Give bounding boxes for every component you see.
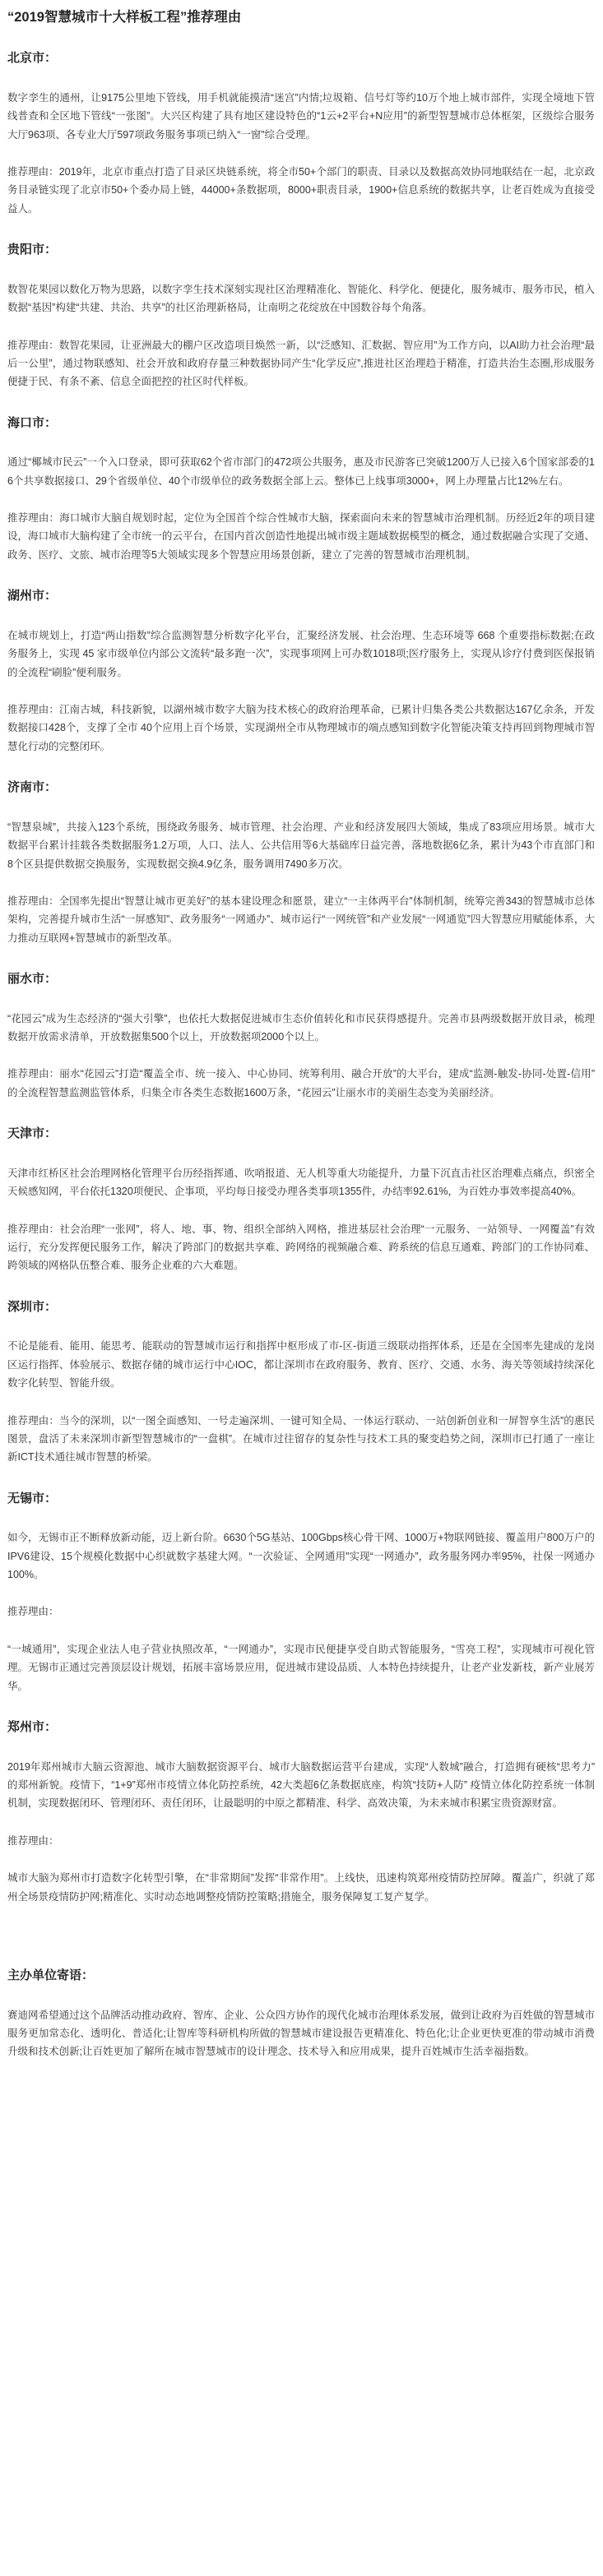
city-section xyxy=(7,1906,595,2061)
section-heading: 深圳市： xyxy=(7,1299,58,1314)
paragraph: 推荐理由：海口城市大脑自规划时起，定位为全国首个综合性城市大脑，探索面向未来的智慧城市治理机制。历经近2年的项目建设，海口城市大脑构建了全市统一的云平台，在国内首次创造性地提出城市级主题域数据模型的概念，通过数据融合实现了交通、政务、医疗、文旅、城市治理等5大领域实现多个智慧应用场景创新，建立了完善的智慧城市治理机制。 xyxy=(7,512,595,561)
paragraph: 天津市红桥区社会治理网格化管理平台历经指挥通、吹哨报道、无人机等重大功能提升，力量下沉直击社区治理难点痛点，织密全天候感知网，平台依托1320项便民、企事项，平均每日接受办理各类事项1355件，办结率92.61%，为百姓办事效率提高40%。 xyxy=(7,1167,595,1198)
paragraph: “智慧泉城”，共接入123个系统，围绕政务服务、城市管理、社会治理、产业和经济发展四大领域，集成了83项应用场景。城市大数据平台累计挂载各类数据服务1.2万项，人口、法人、公共信用等6大基础库日益完善，落地数据6亿条，累计为43个市直部门和8个区县提供数据交换服务，实现数据交换4.9亿条，服务调用7490多万次。 xyxy=(7,821,595,870)
paragraph: 推荐理由：丽水“花园云”打造“覆盖全市、统一接入、中心协同、统筹利用、融合开放”的大平台，建成“监测-触发-协同-处置-信用”的全流程智慧监测监管体系，归集全市各类生态数据1600万条，“花园云”让丽水市的美丽生态变为美丽经济。 xyxy=(7,1068,595,1098)
section-heading: 贵阳市： xyxy=(7,243,58,257)
city-section xyxy=(7,756,595,947)
paragraph: “一城通用”，实现企业法人电子营业执照改革，“一网通办”，实现市民便捷享受自助式智能服务，“雪亮工程”，实现城市可视化管理。无锡市正通过完善顶层设计规划，拓展丰富场景应用，促进城市建设品质、人本特色持续提升，让老产业发新枝，新产业展芳华。 xyxy=(7,1643,595,1692)
paragraph: 推荐理由：江南古城，科技新貌，以湖州城市数字大脑为技术核心的政府治理革命，已累计归集各类公共数据达167亿余条，开发数据接口428个，支撑了全市 40个应用上百个场景，实现湖州全市从物理城市的端点感知到数字化智能决策支持再回到物理城市智慧化行动的完整闭环。 xyxy=(7,703,595,752)
city-section xyxy=(7,1275,595,1467)
paragraph: 推荐理由：当今的深圳，以“一图全面感知、一号走遍深圳、一键可知全局、一体运行联动、一站创新创业和一屏智享生活”的惠民图景，盘活了未来深圳市新型智慧城市的“一盘棋”。在城市过往留存的复杂性与技术工具的聚变趋势之间，深圳市已打通了一座让新ICT技术通往城市智慧的桥梁。 xyxy=(7,1414,595,1464)
section-heading: 海口市： xyxy=(7,415,58,430)
section-heading: 湖州市： xyxy=(7,589,58,604)
section-heading: 丽水市： xyxy=(7,972,58,987)
section-heading: 北京市： xyxy=(7,51,58,66)
paragraph: 数智花果园以数化万物为思路，以数字孪生技术深刻实现社区治理精准化、智能化、科学化、便捷化，服务城市、服务市民，植入数据“基因”构建“共建、共治、共享”的社区治理新格局，让南明之花绽放在中国数谷每个角落。 xyxy=(7,283,595,314)
paragraph: 赛迪网希望通过这个品牌活动推动政府、智库、企业、公众四方协作的现代化城市治理体系发展，做到让政府为百姓做的智慧城市服务更加常态化、透明化、普适化;让智库等科研机构所做的智慧城市建设报告更精准化、特色化;让企业更快更准的带动城市消费升级和技术创新;让百姓更加了解所在城市智慧城市的设计理念、技术导入和应用成果，提升百姓城市生活幸福指数。 xyxy=(7,2009,595,2058)
paragraph: 推荐理由： xyxy=(7,1606,59,1618)
page-title: “2019智慧城市十大样板工程”推荐理由 xyxy=(7,10,242,25)
city-section xyxy=(7,218,595,391)
document-body xyxy=(7,26,595,2060)
paragraph: 2019年郑州城市大脑云资源池、城市大脑数据资源平台、城市大脑数据运营平台建成，实现“人数城”融合，打造拥有硬核“思考力”的郑州新貌。疫情下，“1+9”郑州市疫情立体化防控系统，42大类超6亿条数据底座，构筑“技防+人防” 疫情立体化防控系统一体制机制，实现数据闭环、管理闭环、责任闭环，让最聪明的中原之都精准、科学、高效决策，为未来城市积累宝贵资源财富。 xyxy=(7,1760,595,1810)
paragraph: 城市大脑为郑州市打造数字化转型引擎，在“非常期间”发挥“非常作用”。上线快，迅速构筑郑州疫情防控屏障。覆盖广，织就了郑州全场景疫情防护网;精准化、实时动态地调整疫情防控策略;措施全，服务保障复工复产复学。 xyxy=(7,1872,595,1903)
paragraph: 如今，无锡市正不断释放新动能，迈上新台阶。6630个5G基站、100Gbps核心骨干网、1000万+物联网链接、覆盖用户800万户的IPV6建设、15个规模化数据中心织就数字基建大网。“一次验证、全网通用”实现“一网通办”，政务服务网办率95%，社保一网通办100%。 xyxy=(7,1532,595,1581)
paragraph: 不论是能看、能用、能思考、能联动的智慧城市运行和指挥中枢形成了市-区-街道三级联动指挥体系，还是在全国率先建成的龙岗区运行指挥、体验展示、数据存储的城市运行中心IOC，都让深圳市在政府服务、教育、医疗、交通、水务、海关等领域持续深化数字化转型、智能升级。 xyxy=(7,1340,595,1390)
section-heading: 郑州市： xyxy=(7,1720,58,1735)
city-section xyxy=(7,1102,595,1275)
section-heading: 无锡市： xyxy=(7,1491,58,1505)
paragraph: 推荐理由：社会治理“一张网”，将人、地、事、物、组织全部纳入网格，推进基层社会治理“一元服务、一站领导、一网覆盖”有效运行，充分发挥便民服务工作，解决了跨部门的数据共享难、跨网络的视频融合难、跨系统的信息互通难、跨部门的工作协同难、跨领域的网格队伍整合难、服务企业难的六大难题。 xyxy=(7,1223,595,1272)
paragraph: 推荐理由：数智花果园，让亚洲最大的棚户区改造项目焕然一新，以“泛感知、汇数据、智应用”为工作方向，以AI助力社会治理“最后一公里”，通过物联感知、社会开放和政府存量三种数据协同产生“化学反应”,推进社区治理趋于精准，打造共治生态圈,形成服务便捷于民、有条不紊、信息全面把控的社区时代样板。 xyxy=(7,339,595,388)
paragraph: 数字孪生的通州，让9175公里地下管线，用手机就能摸清“迷宫”内情;垃圾箱、信号灯等约10万个地上城市部件，实现全境地下管线普查和全区地下管线“一张图”。大兴区构建了具有地区建设特色的“1云+2平台+N应用”的新型智慧城市总体框架，区级综合服务大厅963项、各专业大厅597项政务服务事项已纳入“一窗”综合受理。 xyxy=(7,91,595,141)
section-heading: 天津市： xyxy=(7,1126,58,1141)
paragraph: 推荐理由：2019年，北京市重点打造了目录区块链系统，将全市50+个部门的职责、目录以及数据高效协同地联结在一起，北京政务目录链实现了北京市50+个委办局上链，44000+条数据项，8000+职责目录，1900+信息系统的数据共享，让老百姓成为直接受益人。 xyxy=(7,165,595,215)
section-heading: 主办单位寄语： xyxy=(7,1968,95,1983)
city-section xyxy=(7,947,595,1102)
paragraph: 推荐理由： xyxy=(7,1834,59,1847)
paragraph: “花园云”成为生态经济的“强大引擎”，也依托大数据促进城市生态价值转化和市民获得感提升。完善市县两级数据开放目录，梳理数据开放需求清单，开放数据集500个以上，开放数据项2000个以上。 xyxy=(7,1012,595,1043)
city-section xyxy=(7,391,595,565)
city-section xyxy=(7,564,595,756)
city-section xyxy=(7,26,595,218)
city-section xyxy=(7,1467,595,1695)
paragraph: 通过“椰城市民云”一个入口登录，即可获取62个省市部门的472项公共服务，惠及市民游客已突破1200万人已接入6个国家部委的16个共享数据接口、29个省级单位、40个市级单位的政务数据全部上云。整体已上线事项3000+，网上办理量占比12%左右。 xyxy=(7,456,595,487)
paragraph: 推荐理由：全国率先提出“智慧让城市更美好”的基本建设理念和愿景，建立“一主体两平台”体制机制，统筹完善343的智慧城市总体架构，完善提升城市生活“一屏感知”、政务服务“一网通办”、城市运行“一网统管”和产业发展“一网通览”四大智慧应用赋能体系，大力推动互联网+智慧城市的新型改革。 xyxy=(7,895,595,944)
city-section xyxy=(7,1695,595,1906)
paragraph: 在城市规划上，打造“两山指数”综合监测智慧分析数字化平台，汇聚经济发展、社会治理、生态环境等 668 个重要指标数据;在政务服务上，实现 45 家市级单位内部公文流转“最多跑一次”，实现事项网上可办数1018项;医疗服务上，实现从诊疗付费到医保报销的全流程“刷脸”便利服务。 xyxy=(7,629,595,678)
section-heading: 济南市： xyxy=(7,780,58,795)
